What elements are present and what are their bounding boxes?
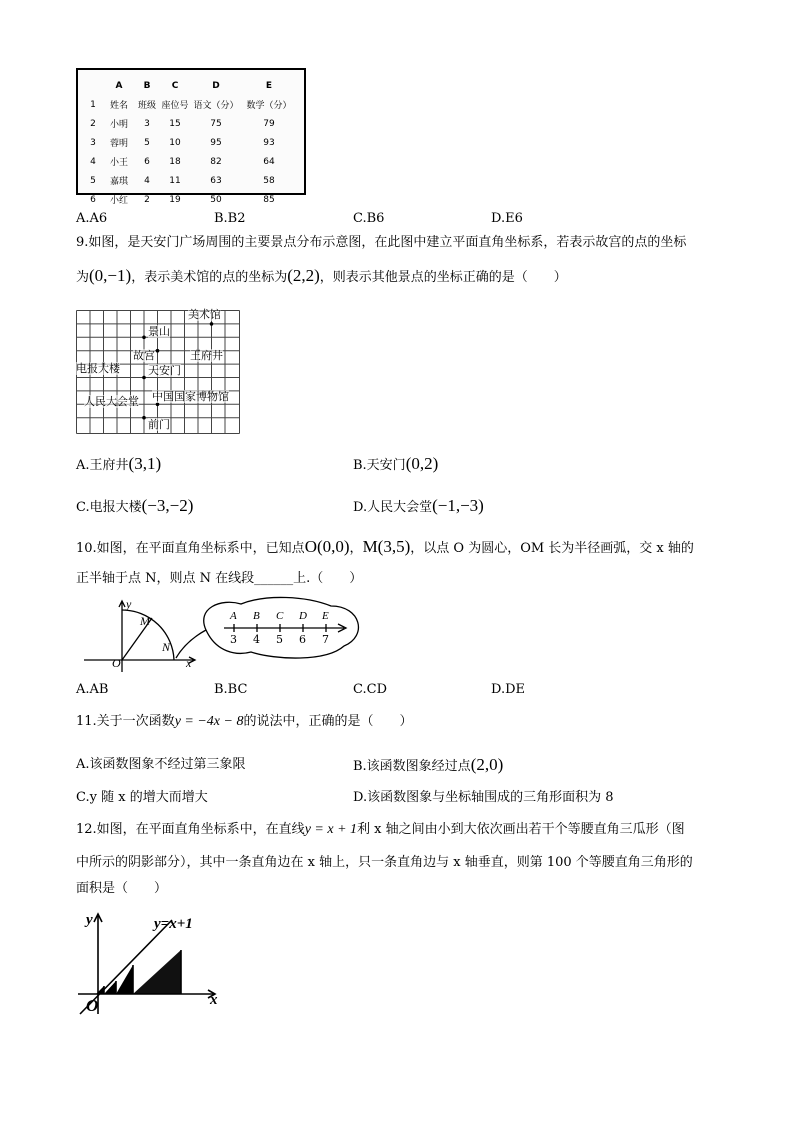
- table-cell: 63: [210, 175, 222, 186]
- coord-gugong: (0,−1): [89, 266, 132, 285]
- table-row: [82, 95, 296, 114]
- q9-option-d: [353, 496, 484, 518]
- q11-text: 的说法中，正确的是（ ）: [243, 714, 413, 729]
- q12-diagram: [76, 910, 226, 1020]
- q9-option-c: [76, 496, 193, 518]
- table-cell: 小明: [109, 120, 128, 130]
- table-cell: 10: [169, 137, 181, 148]
- row-number: 4: [90, 156, 96, 167]
- q10-text: 10.如图，在平面直角坐标系中，已知点: [76, 541, 305, 556]
- table-cell: 姓名: [109, 101, 128, 111]
- coord-m: M(3,5): [362, 537, 411, 556]
- q9-option-b: [353, 454, 438, 476]
- q10-stem-line2: 正半轴于点 N，则点 N 在线段______上.（ ）: [76, 571, 363, 586]
- coord-o: O(0,0): [304, 537, 350, 556]
- col-header: E: [265, 80, 273, 91]
- sheet-header-row: [82, 76, 296, 95]
- option-text: B.天安门: [353, 458, 406, 473]
- map-label-dianbao: 电报大楼: [76, 362, 120, 375]
- q12-line-eq: y = x + 1: [304, 822, 358, 837]
- table-cell: 班级: [137, 101, 156, 111]
- table-cell: 蓉明: [109, 139, 128, 149]
- table-cell: 64: [263, 156, 275, 167]
- q8-option-a: A.A6: [76, 211, 108, 226]
- q12-figure: [76, 910, 226, 1020]
- row-number: 3: [90, 137, 96, 148]
- q9-text: 为: [76, 270, 90, 285]
- q11-option-c: C.y 随 x 的增大而增大: [76, 790, 208, 805]
- table-cell: 85: [263, 194, 275, 205]
- table-cell: 5: [144, 137, 150, 148]
- table-row: [82, 133, 296, 152]
- col-header: C: [171, 80, 179, 91]
- table-cell: 数学（分）: [246, 101, 292, 111]
- table-cell: 语文（分）: [193, 101, 239, 111]
- point-c-label: C: [276, 610, 284, 622]
- q10-text: ，以点 O 为圆心，OM 长为半径画弧，交 x 轴的: [410, 541, 694, 556]
- q11-option-a: A.该函数图象不经过第三象限: [76, 757, 246, 772]
- table-cell: 93: [263, 137, 275, 148]
- q11-function: y = −4x − 8: [174, 714, 244, 729]
- q12-text: 12.如图，在平面直角坐标系中，在直线: [76, 822, 305, 837]
- q11-stem: [76, 712, 412, 732]
- tiananmen-grid-map: [76, 310, 240, 434]
- table-cell: 嘉琪: [109, 177, 128, 187]
- point-e-label: E: [322, 610, 329, 622]
- q10-option-d: D.DE: [491, 682, 526, 697]
- q8-option-d: D.E6: [491, 211, 523, 226]
- map-label-tiananmen: 天安门: [148, 364, 181, 377]
- point-b-label: B: [253, 610, 260, 622]
- table-cell: 4: [144, 175, 150, 186]
- spreadsheet-table: [82, 76, 296, 209]
- table-cell: 小红: [109, 196, 128, 206]
- table-row: [82, 190, 296, 209]
- origin-label: O: [112, 656, 121, 670]
- tick-4: 4: [253, 633, 260, 646]
- point-m-label: M: [140, 614, 150, 628]
- q9-stem-line2: [76, 266, 567, 288]
- q12-stem-line3: 面积是（ ）: [76, 881, 168, 896]
- col-header: D: [212, 80, 220, 91]
- table-cell: 2: [144, 194, 150, 205]
- map-label-jingshan: 景山: [148, 325, 170, 338]
- option-text: D.人民大会堂: [353, 500, 433, 515]
- origin-label: O: [86, 996, 99, 1015]
- map-label-qianmen: 前门: [148, 418, 170, 431]
- row-number: 2: [90, 118, 96, 129]
- q10-option-a: A.AB: [76, 682, 109, 697]
- table-cell: 79: [263, 118, 275, 129]
- q10-option-c: C.CD: [353, 682, 387, 697]
- table-cell: 座位号: [161, 101, 189, 111]
- q10-option-b: B.BC: [214, 682, 248, 697]
- table-cell: 58: [263, 175, 275, 186]
- table-row: [82, 152, 296, 171]
- q11-text: 11.关于一次函数: [76, 714, 175, 729]
- q9-option-a: [76, 454, 161, 476]
- spreadsheet-figure: [76, 68, 306, 206]
- table-cell: 75: [210, 118, 222, 129]
- table-cell: 95: [210, 137, 222, 148]
- q12-stem-line2: 中所示的阴影部分），其中一条直角边在 x 轴上，只一条直角边与 x 轴垂直，则第 100 个等腰直角三角形的: [76, 855, 693, 870]
- q12-stem-line1: [76, 820, 685, 840]
- col-header: A: [115, 80, 123, 91]
- option-text: B.该函数图象经过点: [353, 759, 471, 774]
- map-label-bowuguan: 中国国家博物馆: [152, 390, 229, 403]
- option-coord: (2,0): [470, 755, 504, 774]
- q10-stem-line1: [76, 537, 694, 559]
- axis-x-label: x: [186, 656, 192, 670]
- table-cell: 11: [169, 175, 181, 186]
- option-text: C.电报大楼: [76, 500, 142, 515]
- point-a-label: A: [230, 610, 237, 622]
- axis-y-label: y: [126, 597, 132, 611]
- table-cell: 19: [169, 194, 181, 205]
- col-header: B: [143, 80, 151, 91]
- option-text: A.王府井: [76, 458, 129, 473]
- table-cell: 6: [144, 156, 150, 167]
- point-d-label: D: [299, 610, 307, 622]
- q8-option-c: C.B6: [353, 211, 385, 226]
- map-label-meishuguan: 美术馆: [188, 308, 221, 321]
- q11-option-b: [353, 755, 503, 777]
- map-label-gugong: 故宫: [133, 349, 155, 362]
- option-coord: (−3,−2): [141, 496, 194, 515]
- table-cell: 50: [210, 194, 222, 205]
- row-number: 5: [90, 175, 96, 186]
- table-cell: 82: [210, 156, 222, 167]
- axis-x-label: x: [210, 992, 218, 1008]
- option-coord: (0,2): [405, 454, 439, 473]
- q10-text: ，: [349, 541, 363, 556]
- table-row: [82, 171, 296, 190]
- tick-5: 5: [276, 633, 283, 646]
- q10-figure: [76, 596, 366, 674]
- table-cell: 15: [169, 118, 181, 129]
- table-cell: 3: [144, 118, 150, 129]
- row-number: 1: [90, 99, 96, 110]
- axis-y-label: y: [86, 912, 93, 928]
- option-coord: (−1,−3): [432, 496, 484, 515]
- q9-text: ，则表示其他景点的坐标正确的是（ ）: [319, 270, 567, 285]
- row-number: 6: [90, 194, 96, 205]
- table-row: [82, 114, 296, 133]
- tick-3: 3: [230, 633, 237, 646]
- q9-stem-line1: 9.如图，是天安门广场周围的主要景点分布示意图，在此图中建立平面直角坐标系，若表示故宫的点的坐标: [76, 235, 687, 250]
- option-coord: (3,1): [128, 454, 162, 473]
- q11-option-d: D.该函数图象与坐标轴围成的三角形面积为 8: [353, 790, 614, 805]
- tick-6: 6: [299, 633, 306, 646]
- coord-meishuguan: (2,2): [287, 266, 320, 285]
- q8-option-b: B.B2: [214, 211, 246, 226]
- line-label: y=x+1: [154, 916, 193, 932]
- q12-text: 利 x 轴之间由小到大依次画出若干个等腰直角三瓜形（图: [357, 822, 685, 837]
- q9-text: ，表示美术馆的点的坐标为: [131, 270, 288, 285]
- table-cell: 18: [169, 156, 181, 167]
- map-label-wangfujing: 王府井: [190, 349, 223, 362]
- tick-7: 7: [322, 633, 329, 646]
- map-label-renmin: 人民大会堂: [84, 395, 139, 408]
- point-n-label: N: [162, 640, 171, 654]
- table-cell: 小王: [109, 158, 128, 168]
